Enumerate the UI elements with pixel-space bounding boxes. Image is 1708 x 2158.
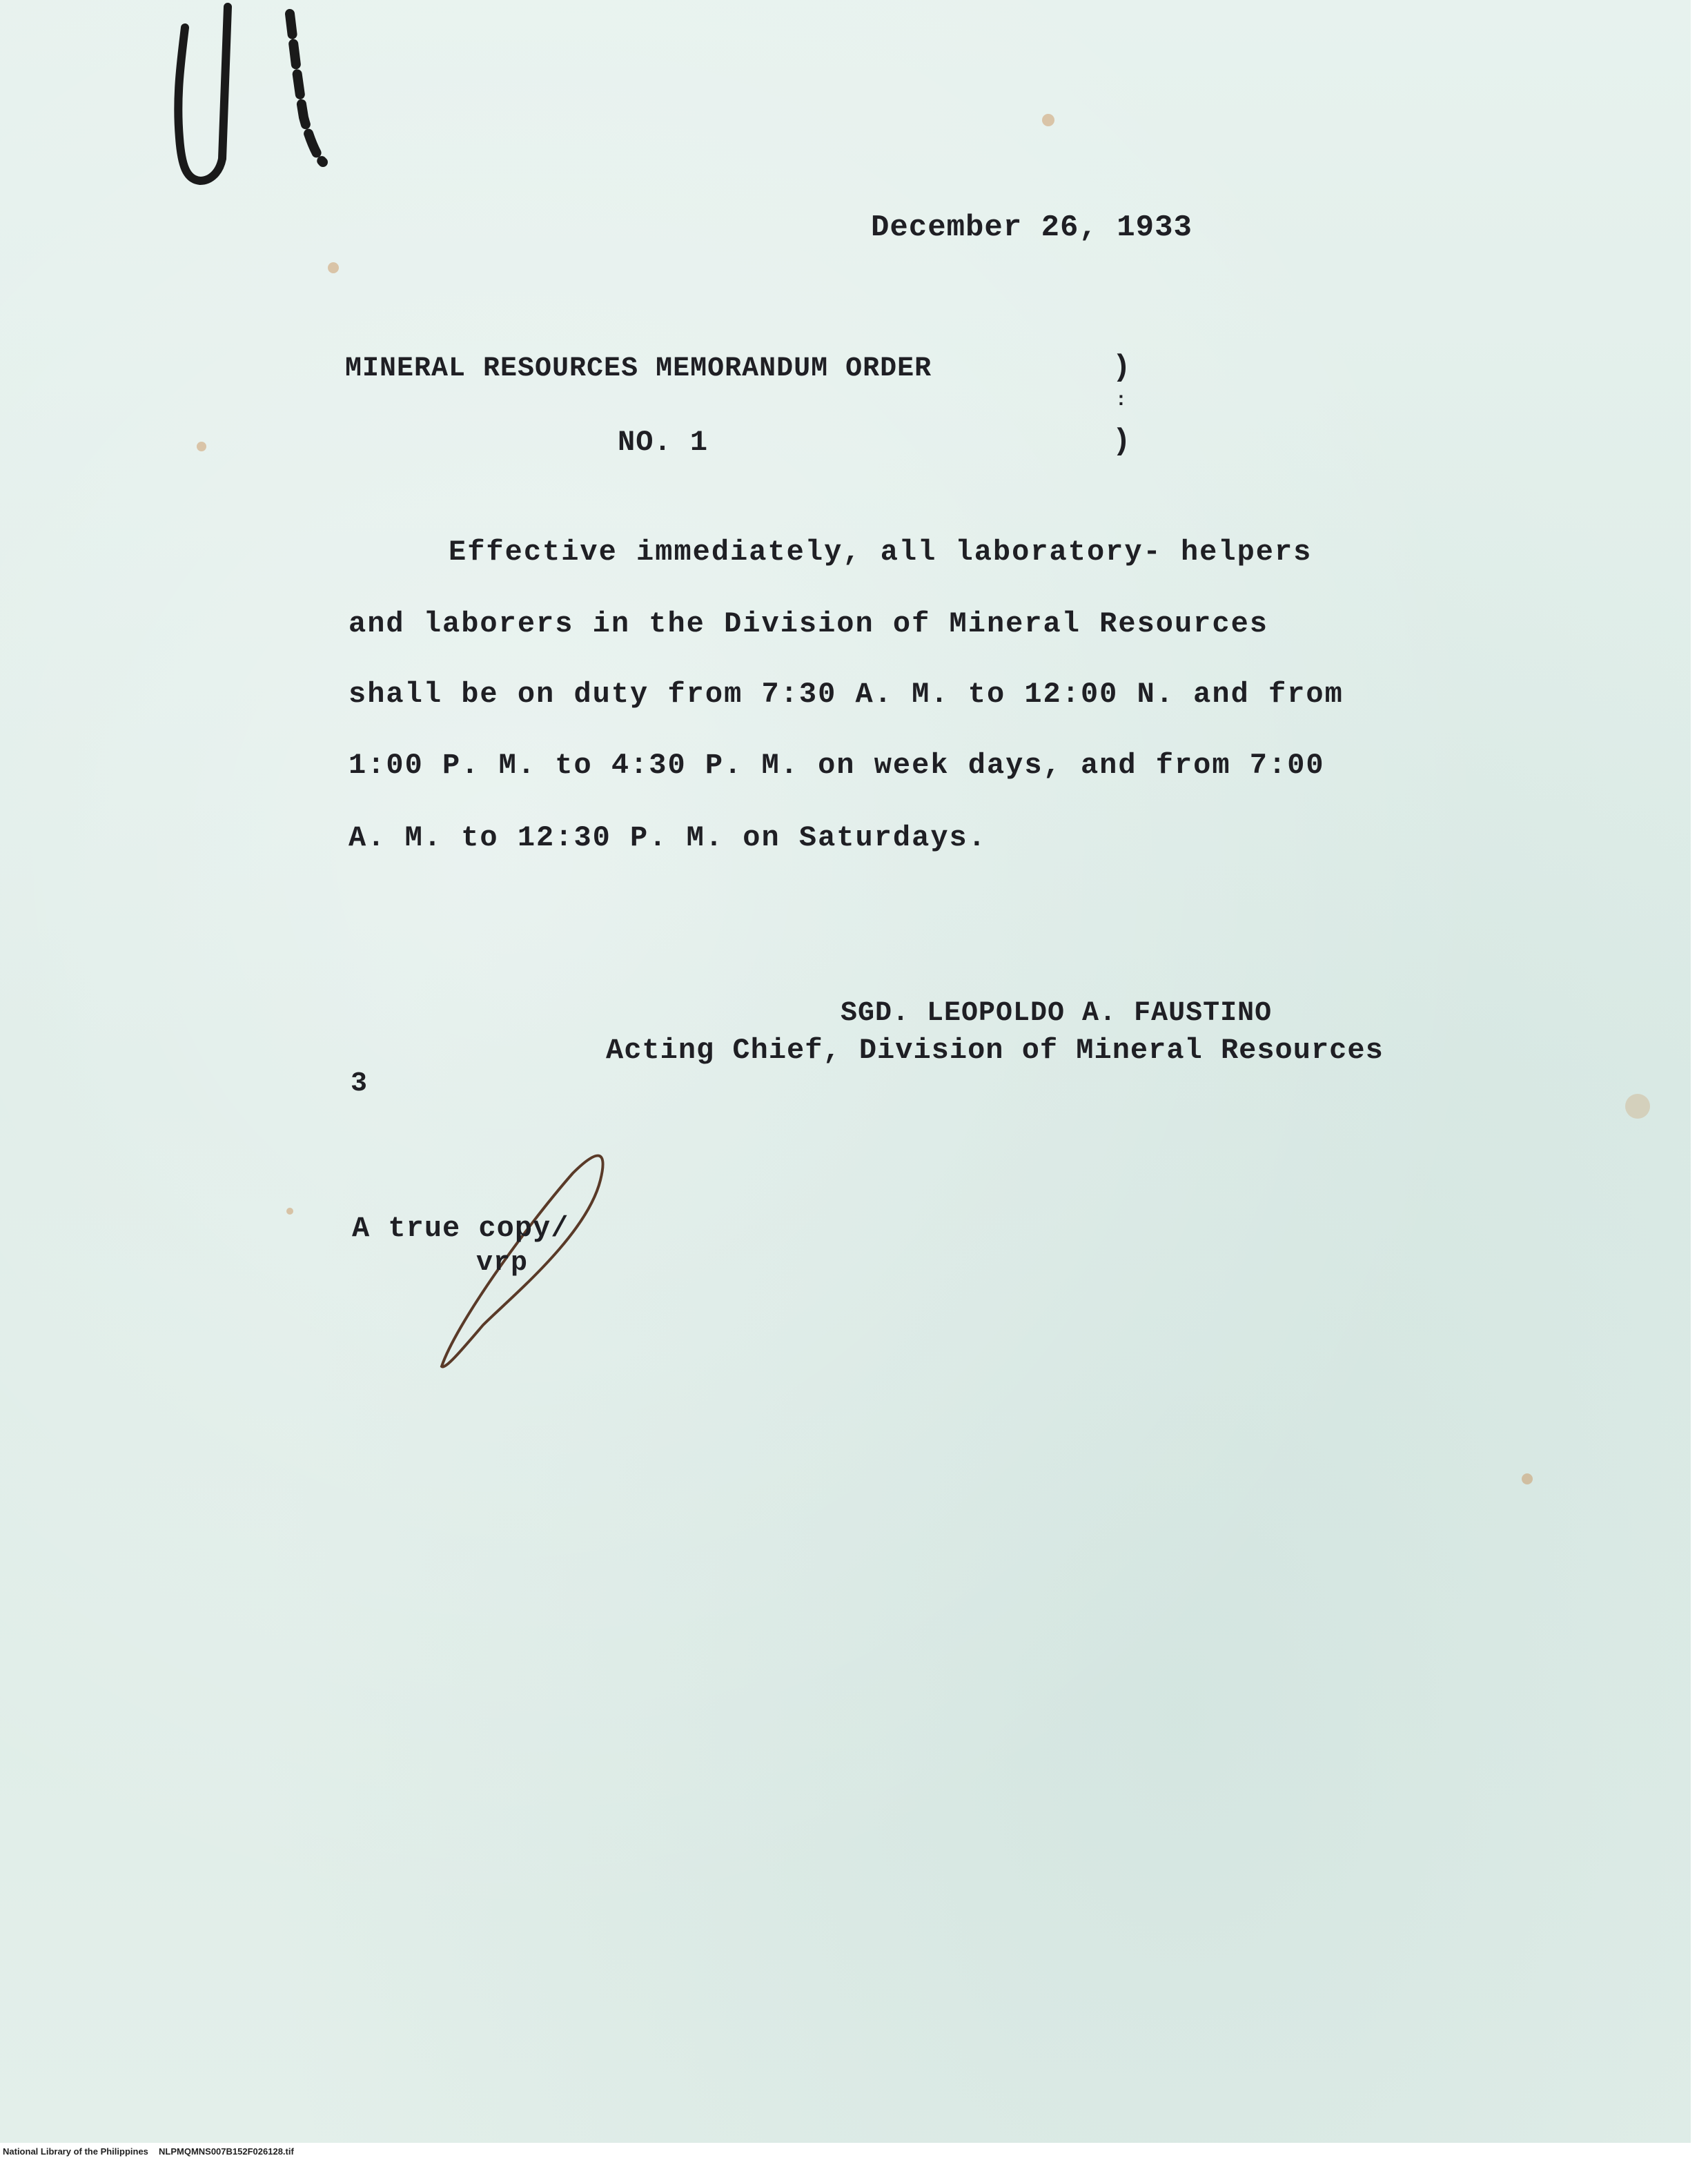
ink-mark-left	[178, 7, 228, 181]
order-title: MINERAL RESOURCES MEMORANDUM ORDER	[345, 353, 932, 384]
body-line: 1:00 P. M. to 4:30 P. M. on week days, and from 7:00	[349, 749, 1325, 782]
bracket-bottom: )	[1112, 424, 1132, 459]
body-line: shall be on duty from 7:30 A. M. to 12:00 N. and from	[349, 678, 1344, 711]
typist-initials: vrp	[476, 1248, 529, 1279]
signatory-title: Acting Chief, Division of Mineral Resources	[606, 1034, 1384, 1067]
bracket-mid: :	[1115, 390, 1128, 411]
footer-filename: NLPMQMNS007B152F026128.tif	[159, 2146, 294, 2157]
signatory-name: SGD. LEOPOLDO A. FAUSTINO	[841, 998, 1273, 1029]
body-line: Effective immediately, all laboratory- helpers	[449, 536, 1313, 569]
footer-library: National Library of the Philippines	[3, 2146, 148, 2157]
body-line: and laborers in the Division of Mineral Resources	[349, 607, 1269, 640]
page-number: 3	[351, 1068, 369, 1099]
order-number: NO. 1	[618, 426, 709, 459]
true-copy-note: A true copy/	[352, 1212, 569, 1245]
body-line: A. M. to 12:30 P. M. on Saturdays.	[349, 821, 987, 854]
document-date: December 26, 1933	[871, 210, 1192, 245]
bracket-top: )	[1112, 351, 1132, 385]
ink-mark-right	[290, 14, 323, 162]
